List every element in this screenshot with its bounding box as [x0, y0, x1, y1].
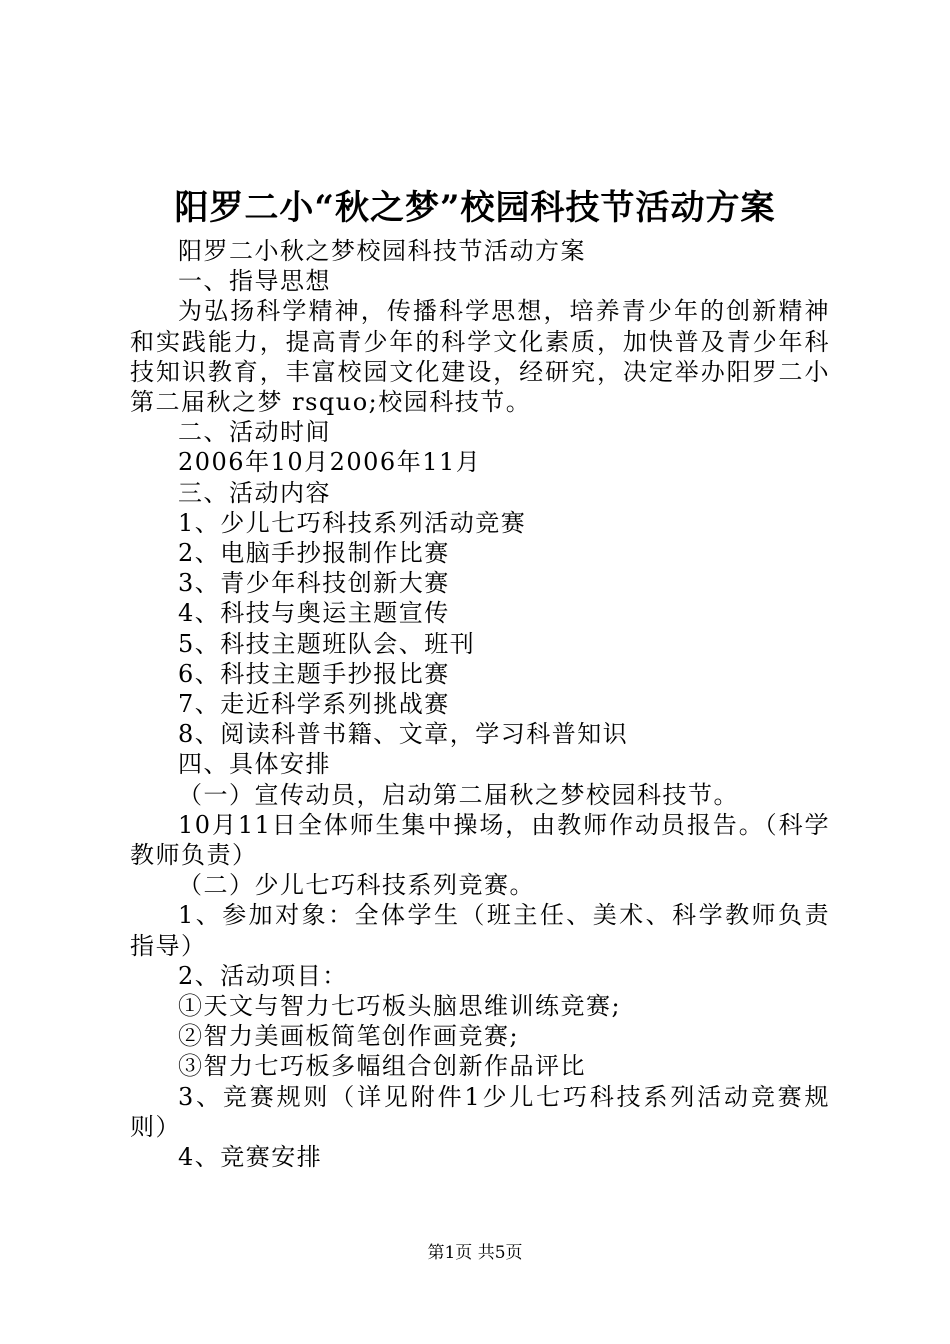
- paragraph: 10月11日全体师生集中操场，由教师作动员报告。（科学教师负责）: [130, 810, 830, 870]
- page-footer: 第1页 共5页: [427, 1243, 523, 1263]
- paragraph: 4、竞赛安排: [178, 1143, 323, 1172]
- list-item: 5、科技主题班队会、班刊: [178, 629, 476, 658]
- paragraph: 为弘扬科学精神，传播科学思想，培养青少年的创新精神和实践能力，提高青少年的科学文化素质，加快普及青少年科技知识教育，丰富校园文化建设，经研究，决定举办阳罗二小第二届秋之梦 rsquo;校园科技节。: [130, 297, 830, 417]
- list-item: ③智力七巧板多幅组合创新作品评比: [178, 1052, 586, 1081]
- section-heading: 二、活动时间: [178, 418, 331, 447]
- paragraph: （二）少儿七巧科技系列竞赛。: [178, 871, 535, 900]
- paragraph: （一）宣传动员，启动第二届秋之梦校园科技节。: [178, 780, 739, 809]
- list-item: 3、青少年科技创新大赛: [178, 569, 450, 598]
- list-item: 1、少儿七巧科技系列活动竞赛: [178, 508, 527, 537]
- paragraph: 阳罗二小秋之梦校园科技节活动方案: [178, 237, 586, 265]
- list-item: 6、科技主题手抄报比赛: [178, 659, 450, 688]
- list-item: 8、阅读科普书籍、文章，学习科普知识: [178, 720, 629, 749]
- list-item: ②智力美画板简笔创作画竞赛;: [178, 1022, 520, 1051]
- section-heading: 三、活动内容: [178, 478, 331, 507]
- list-item: ①天文与智力七巧板头脑思维训练竞赛;: [178, 992, 622, 1021]
- document-body: [130, 236, 830, 1172]
- list-item: 4、科技与奥运主题宣传: [178, 599, 450, 628]
- section-heading: 四、具体安排: [178, 750, 331, 779]
- paragraph: 2、活动项目：: [178, 961, 348, 990]
- paragraph: 2006年10月2006年11月: [178, 448, 482, 477]
- paragraph: 3、竞赛规则（详见附件1少儿七巧科技系列活动竞赛规则）: [130, 1082, 830, 1141]
- list-item: 7、走近科学系列挑战赛: [178, 690, 450, 719]
- paragraph: 1、参加对象：全体学生（班主任、美术、科学教师负责指导）: [130, 901, 830, 960]
- document-title: 阳罗二小“秋之梦”校园科技节活动方案: [174, 188, 776, 228]
- list-item: 2、电脑手抄报制作比赛: [178, 539, 450, 568]
- section-heading: 一、指导思想: [178, 267, 331, 296]
